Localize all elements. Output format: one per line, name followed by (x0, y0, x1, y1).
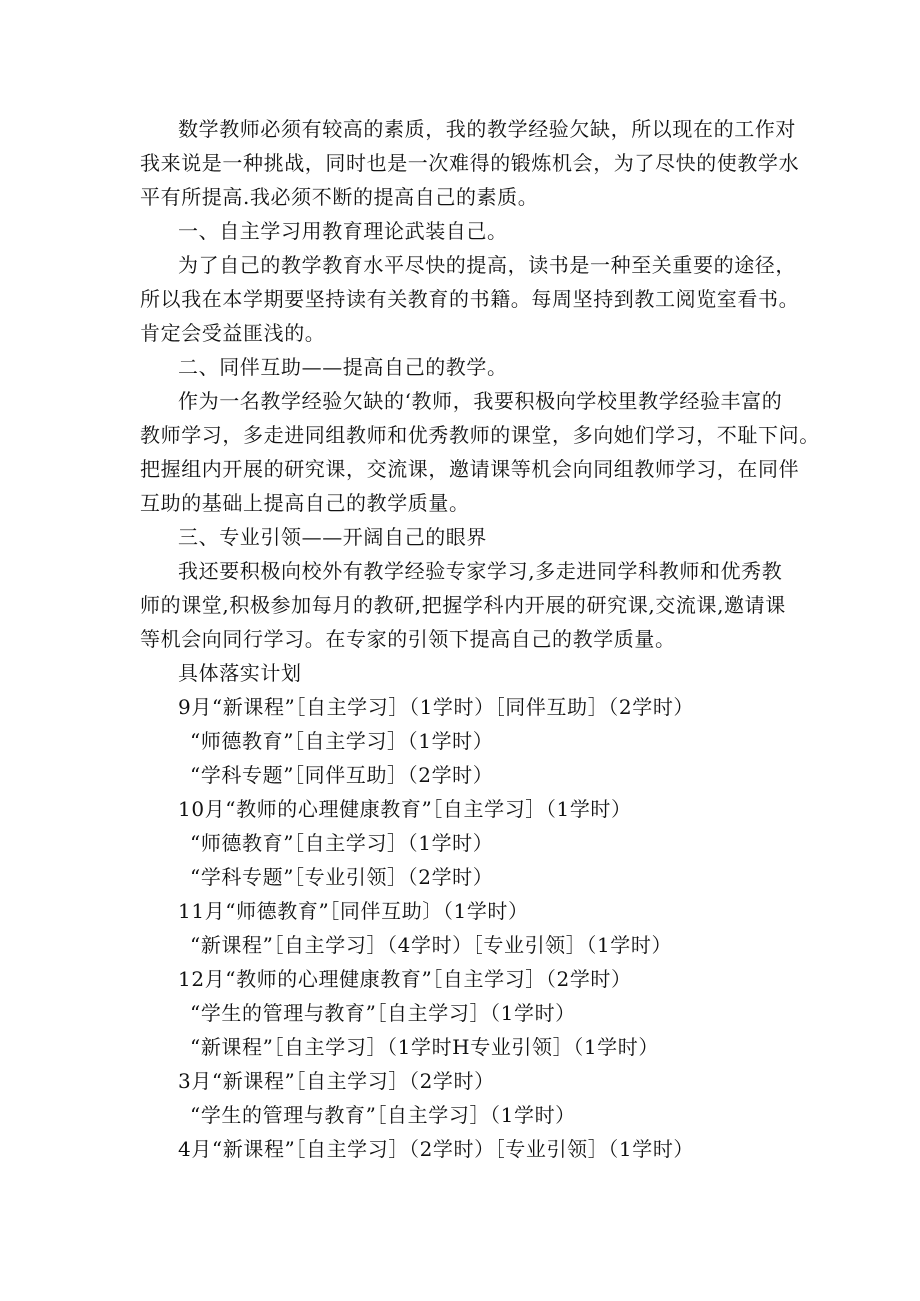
text-line: 互助的基础上提高自己的教学质量。 (140, 491, 470, 515)
plan-line: 12月“教师的心理健康教育”［自主学习］（2学时） (178, 967, 632, 991)
text-line: 教师学习，多走进同组教师和优秀教师的课堂，多向她们学习，不耻下问。 (140, 423, 820, 447)
section-heading: 三、专业引领——开阔自己的眼界 (178, 525, 487, 549)
plan-line: 11月“师德教育”［同伴互助〕（1学时） (178, 899, 529, 923)
plan-line: “学生的管理与教育”［自主学习］（1学时） (190, 1103, 576, 1127)
text-line: 把握组内开展的研究课，交流课，邀请课等机会向同组教师学习，在同伴 (140, 457, 800, 481)
plan-line: “新课程”［自主学习］（1学时H专业引领］（1学时） (190, 1035, 659, 1059)
plan-line: “师德教育”［自主学习］（1学时） (190, 831, 494, 855)
plan-line: “学科专题”［专业引领］（2学时） (190, 865, 494, 889)
text-line: 我还要积极向校外有教学经验专家学习,多走进同学科教师和优秀教 (178, 559, 783, 583)
text-line: 等机会向同行学习。在专家的引领下提高自己的教学质量。 (140, 627, 676, 651)
text-line: 师的课堂,积极参加每月的教研,把握学科内开展的研究课,交流课,邀请课 (140, 593, 786, 617)
text-line: 我来说是一种挑战，同时也是一次难得的锻炼机会，为了尽快的使教学水 (140, 151, 800, 175)
plan-line: 4月“新课程”［自主学习］（2学时）［专业引领］（1学时） (178, 1137, 695, 1161)
section-heading: 二、同伴互助——提高自己的教学。 (178, 355, 508, 379)
text-line: 数学教师必须有较高的素质，我的教学经验欠缺，所以现在的工作对 (178, 117, 796, 141)
section-heading: 一、自主学习用教育理论武装自己。 (178, 219, 508, 243)
plan-line: 3月“新课程”［自主学习］（2学时） (178, 1069, 495, 1093)
plan-line: “师德教育”［自主学习］（1学时） (190, 729, 494, 753)
plan-line: 9月“新课程”［自主学习］（1学时）［同伴互助］（2学时） (178, 695, 695, 719)
text-line: 肯定会受益匪浅的。 (140, 321, 326, 345)
plan-line: “学科专题”［同伴互助］（2学时） (190, 763, 494, 787)
text-line: 所以我在本学期要坚持读有关教育的书籍。每周坚持到教工阅览室看书。 (140, 287, 800, 311)
text-line: 为了自己的教学教育水平尽快的提高，读书是一种至关重要的途径， (178, 253, 796, 277)
plan-line: “新课程”［自主学习］（4学时）［专业引领］（1学时） (190, 933, 673, 957)
plan-line: “学生的管理与教育”［自主学习］（1学时） (190, 1001, 576, 1025)
plan-line: 10月“教师的心理健康教育”［自主学习］（1学时） (178, 797, 632, 821)
plan-title: 具体落实计划 (178, 661, 302, 685)
text-line: 平有所提高.我必须不断的提高自己的素质。 (140, 185, 539, 209)
text-line: 作为一名教学经验欠缺的‘教师，我要积极向学校里教学经验丰富的 (178, 389, 783, 413)
